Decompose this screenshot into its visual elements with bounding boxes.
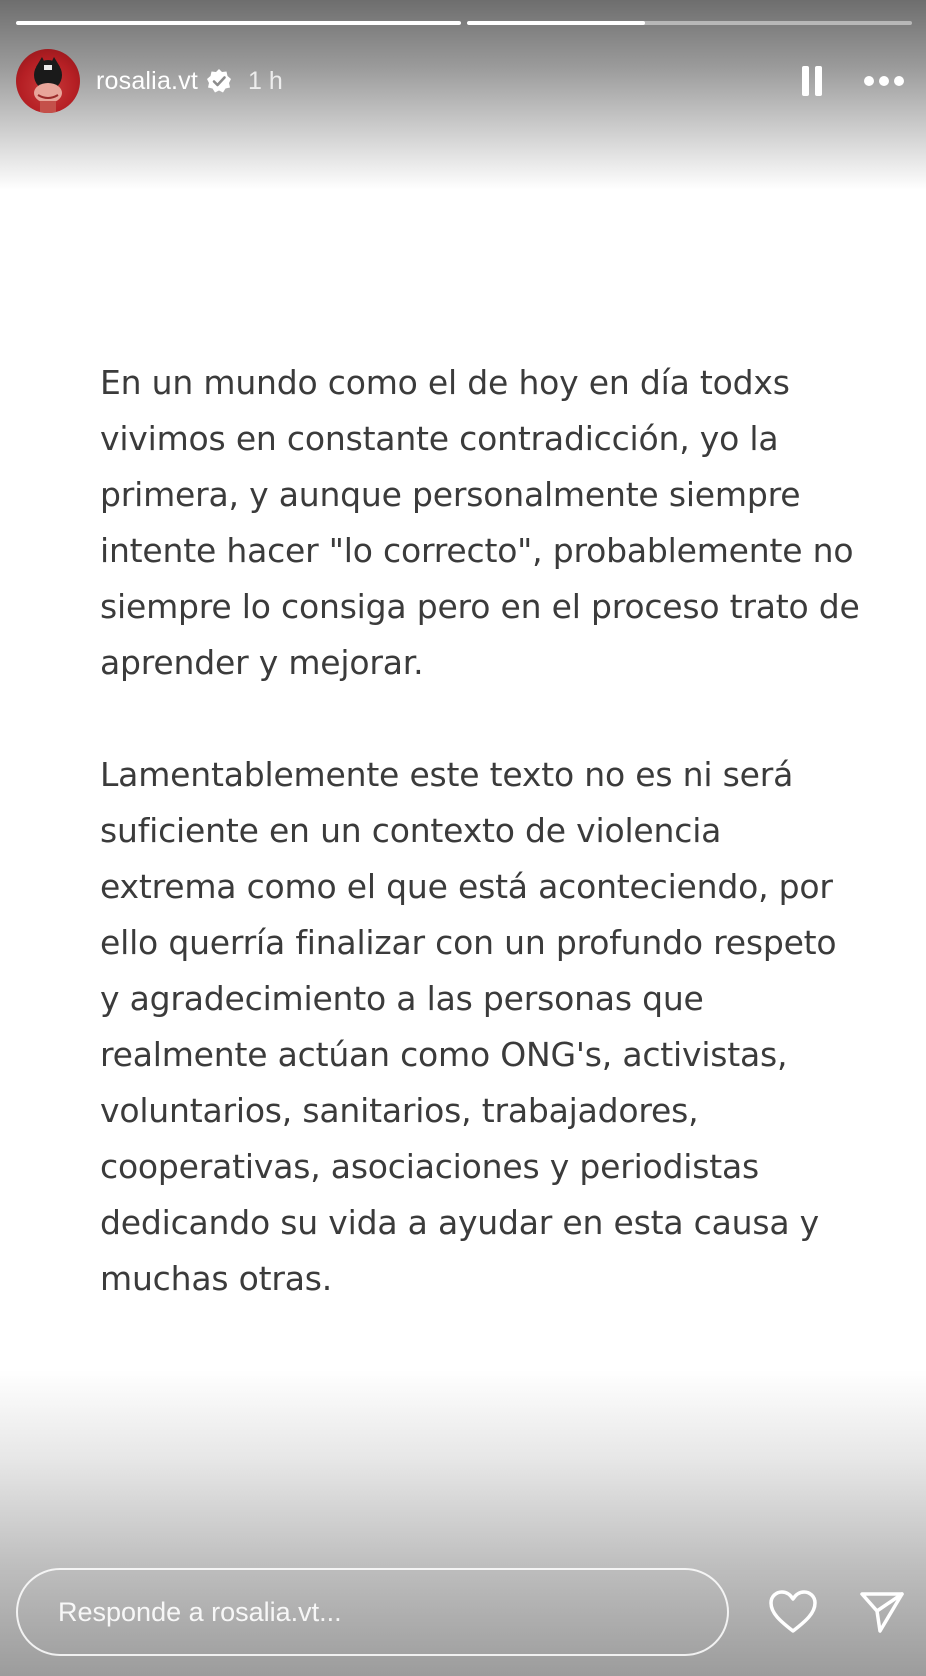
heart-icon[interactable]: [765, 1584, 820, 1640]
story-paragraph-1: En un mundo como el de hoy en día todxs vivimos en constante contradicción, yo la primera, y aunque personalmente siempre intente hacer "lo correcto", probablemente no siempre lo consiga pero en el proceso trato de aprender y mejorar.: [100, 363, 860, 682]
send-icon[interactable]: [855, 1584, 910, 1640]
avatar-image: [16, 49, 80, 113]
story-paragraph-2: Lamentablemente este texto no es ni será suficiente en un contexto de violencia extrema como el que está aconteciendo, por ello querría finalizar con un profundo respeto y agradecimiento a las personas que realmente actúan como ONG's, activistas, voluntarios, sanitarios, trabajadores, cooperativas, asociaciones y periodistas dedicando su vida a ayudar en esta causa y muchas otras.: [100, 755, 837, 1298]
story-header: [16, 48, 910, 114]
paragraph-spacer: [100, 691, 860, 747]
reply-box[interactable]: [16, 1568, 729, 1656]
pause-icon[interactable]: [792, 59, 832, 103]
story-footer: [16, 1568, 910, 1656]
avatar[interactable]: [16, 49, 80, 113]
story-text: [100, 355, 860, 1307]
reply-input[interactable]: [58, 1597, 727, 1628]
post-time: 1 h: [248, 66, 283, 95]
more-options-icon[interactable]: [860, 59, 908, 103]
username[interactable]: rosalia.vt: [96, 66, 199, 95]
verified-badge-icon: [206, 68, 232, 94]
story-progress-bar: [16, 21, 912, 25]
story-segment-2: [467, 21, 912, 25]
story-segment-1: [16, 21, 461, 25]
